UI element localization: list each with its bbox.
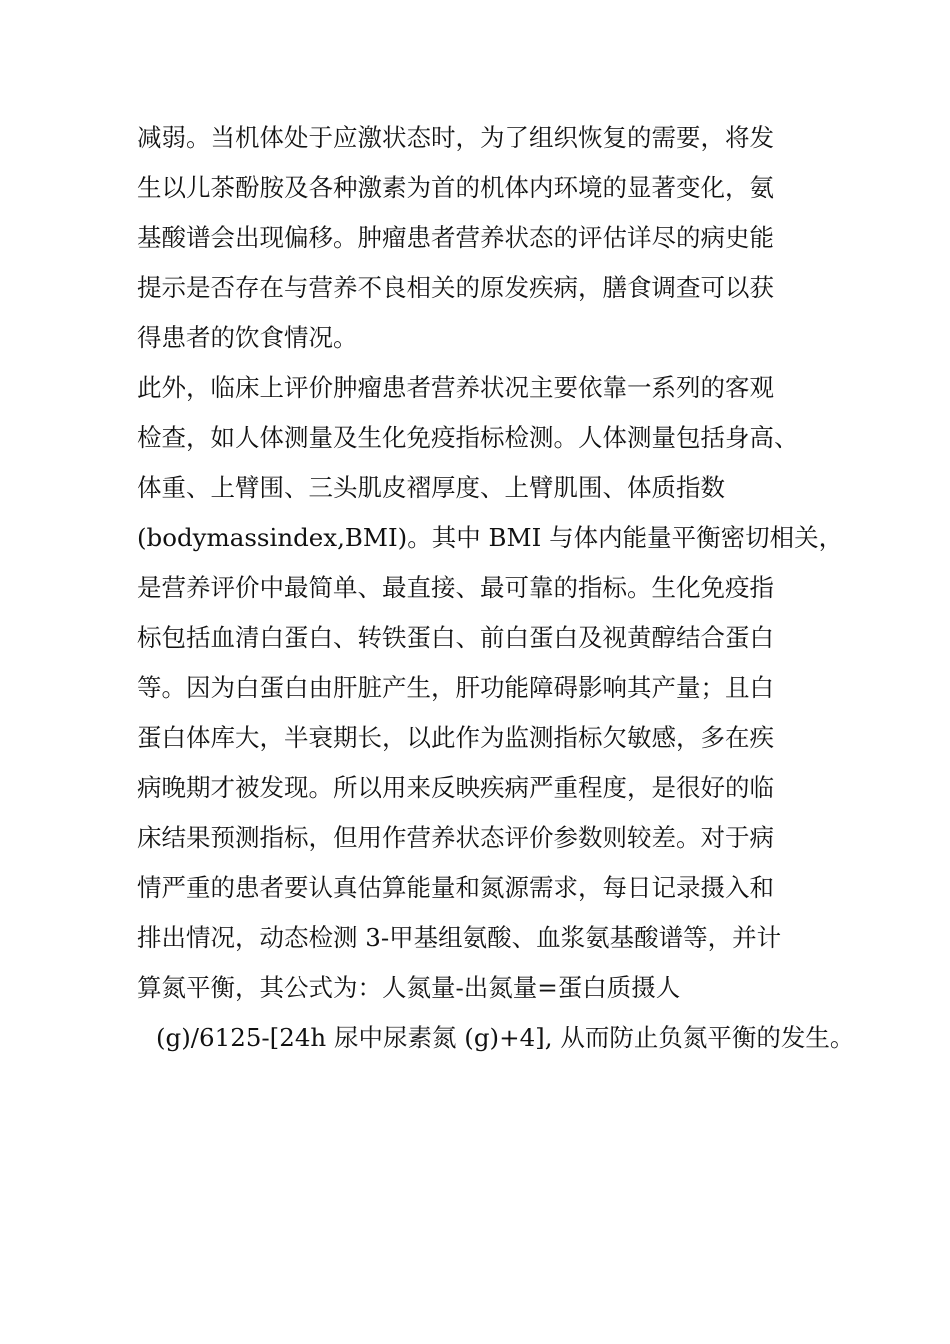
text-line: 蛋白体库大，半衰期长，以此作为监测指标欠敏感，多在疾 <box>137 723 774 752</box>
text-line: 得患者的饮食情况。 <box>137 323 358 352</box>
text-line: 标包括血清白蛋白、转铁蛋白、前白蛋白及视黄醇结合蛋白 <box>137 623 774 652</box>
formula-line: (g)/6125-[24h 尿中尿素氮 (g)+4], 从而防止负氮平衡的发生。 <box>156 1023 855 1052</box>
body-text <box>137 113 855 1063</box>
text-line: 检查，如人体测量及生化免疫指标检测。人体测量包括身高、 <box>137 423 799 452</box>
text-line: 情严重的患者要认真估算能量和氮源需求，每日记录摄入和 <box>137 873 774 902</box>
text-line: (bodymassindex,BMI)。其中 BMI 与体内能量平衡密切相关， <box>137 523 844 552</box>
text-line: 体重、上臂围、三头肌皮褶厚度、上臂肌围、体质指数 <box>137 473 725 502</box>
text-line: 等。因为白蛋白由肝脏产生，肝功能障碍影响其产量；且白 <box>137 673 774 702</box>
text-line: 生以儿茶酚胺及各种激素为首的机体内环境的显著变化，氨 <box>137 173 774 202</box>
text-line: 提示是否存在与营养不良相关的原发疾病，膳食调查可以获 <box>137 273 774 302</box>
text-line: 基酸谱会出现偏移。肿瘤患者营养状态的评估详尽的病史能 <box>137 223 774 252</box>
text-line: 床结果预测指标，但用作营养状态评价参数则较差。对于病 <box>137 823 774 852</box>
text-line: 此外，临床上评价肿瘤患者营养状况主要依靠一系列的客观 <box>137 373 774 402</box>
text-line: 病晚期才被发现。所以用来反映疾病严重程度，是很好的临 <box>137 773 774 802</box>
text-line: 排出情况，动态检测 3-甲基组氨酸、血浆氨基酸谱等，并计 <box>137 923 782 952</box>
text-line: 是营养评价中最简单、最直接、最可靠的指标。生化免疫指 <box>137 573 774 602</box>
text-line: 减弱。当机体处于应激状态时，为了组织恢复的需要，将发 <box>137 123 774 152</box>
text-line: 算氮平衡，其公式为：人氮量-出氮量=蛋白质摄人 <box>137 973 681 1002</box>
